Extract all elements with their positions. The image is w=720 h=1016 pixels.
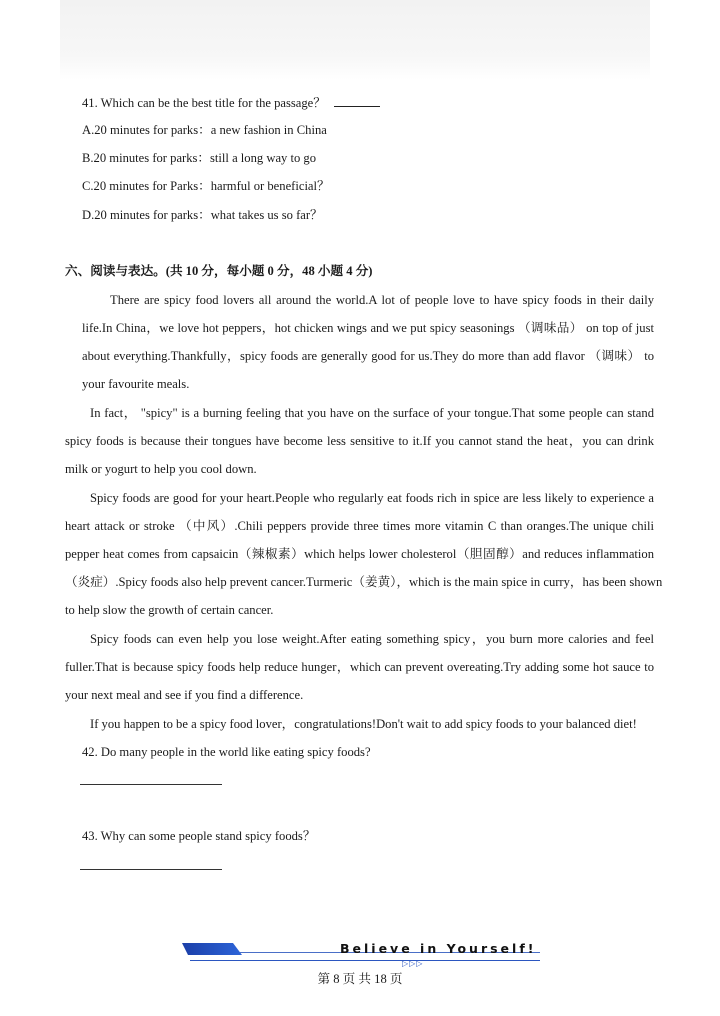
option-d: D.20 minutes for parks：what takes us so far？: [82, 208, 323, 222]
passage-line: milk or yogurt to help you cool down.: [65, 462, 257, 476]
question-43: 43. Why can some people stand spicy foods？: [82, 829, 316, 843]
passage-line: （炎症）.Spicy foods also help prevent cancer.Turmeric（姜黄），which is the main spice in curry，has been shown: [65, 575, 663, 589]
passage-line: heart attack or stroke （中风）.Chili peppers provide three times more vitamin C than oranges.The unique chili: [65, 519, 654, 533]
passage-line: Spicy foods are good for your heart.People who regularly eat foods rich in spice are less likely to experience a: [90, 491, 654, 505]
option-c: C.20 minutes for Parks：harmful or beneficial？: [82, 179, 330, 193]
arrow-icon: ▷▷▷: [402, 959, 424, 968]
answer-blank-41[interactable]: [334, 94, 380, 107]
answer-line-42[interactable]: [80, 784, 222, 785]
footer-decoration-bar: [182, 943, 242, 955]
question-42: 42. Do many people in the world like eating spicy foods?: [82, 745, 371, 759]
question-41: [82, 94, 380, 111]
passage-line: your favourite meals.: [82, 377, 190, 391]
passage-line: fuller.That is because spicy foods help reduce hunger，which can prevent overeating.Try adding some hot sauce to: [65, 660, 654, 674]
passage-line: pepper heat comes from capsaicin（辣椒素）which helps lower cholesterol（胆固醇）and reduces inflammation: [65, 547, 654, 561]
scan-smudge: [60, 0, 650, 80]
section-title: 六、阅读与表达。(共 10 分，每小题 0 分，48 小题 4 分): [65, 264, 373, 278]
passage-line: your next meal and see if you find a difference.: [65, 688, 304, 702]
passage-line: life.In China，we love hot peppers，hot chicken wings and we put spicy seasonings （调味品） on top of just: [82, 321, 654, 335]
page-number: 第 8 页 共 18 页: [317, 972, 403, 986]
option-a: A.20 minutes for parks：a new fashion in China: [82, 123, 327, 137]
passage-line: If you happen to be a spicy food lover，congratulations!Don't wait to add spicy foods to your balanced diet!: [90, 717, 637, 731]
passage-line: Spicy foods can even help you lose weight.After eating something spicy，you burn more calories and feel: [90, 632, 654, 646]
answer-line-43[interactable]: [80, 869, 222, 870]
footer-rule: [190, 960, 540, 961]
passage-line: There are spicy food lovers all around the world.A lot of people love to have spicy foods in their daily: [110, 293, 654, 307]
passage-line: In fact， "spicy" is a burning feeling that you have on the surface of your tongue.That some people can stand: [90, 406, 654, 420]
passage-line: about everything.Thankfully，spicy foods are generally good for us.They do more than add flavor （调味） to: [82, 349, 654, 363]
passage-line: spicy foods is because their tongues have become less sensitive to it.If you cannot stand the heat，you can drink: [65, 434, 654, 448]
footer-slogan: Believe in Yourself!: [340, 941, 537, 956]
passage-line: to help slow the growth of certain cancer.: [65, 603, 274, 617]
question-41-text: 41. Which can be the best title for the passage？: [82, 96, 326, 110]
option-b: B.20 minutes for parks：still a long way to go: [82, 151, 317, 165]
